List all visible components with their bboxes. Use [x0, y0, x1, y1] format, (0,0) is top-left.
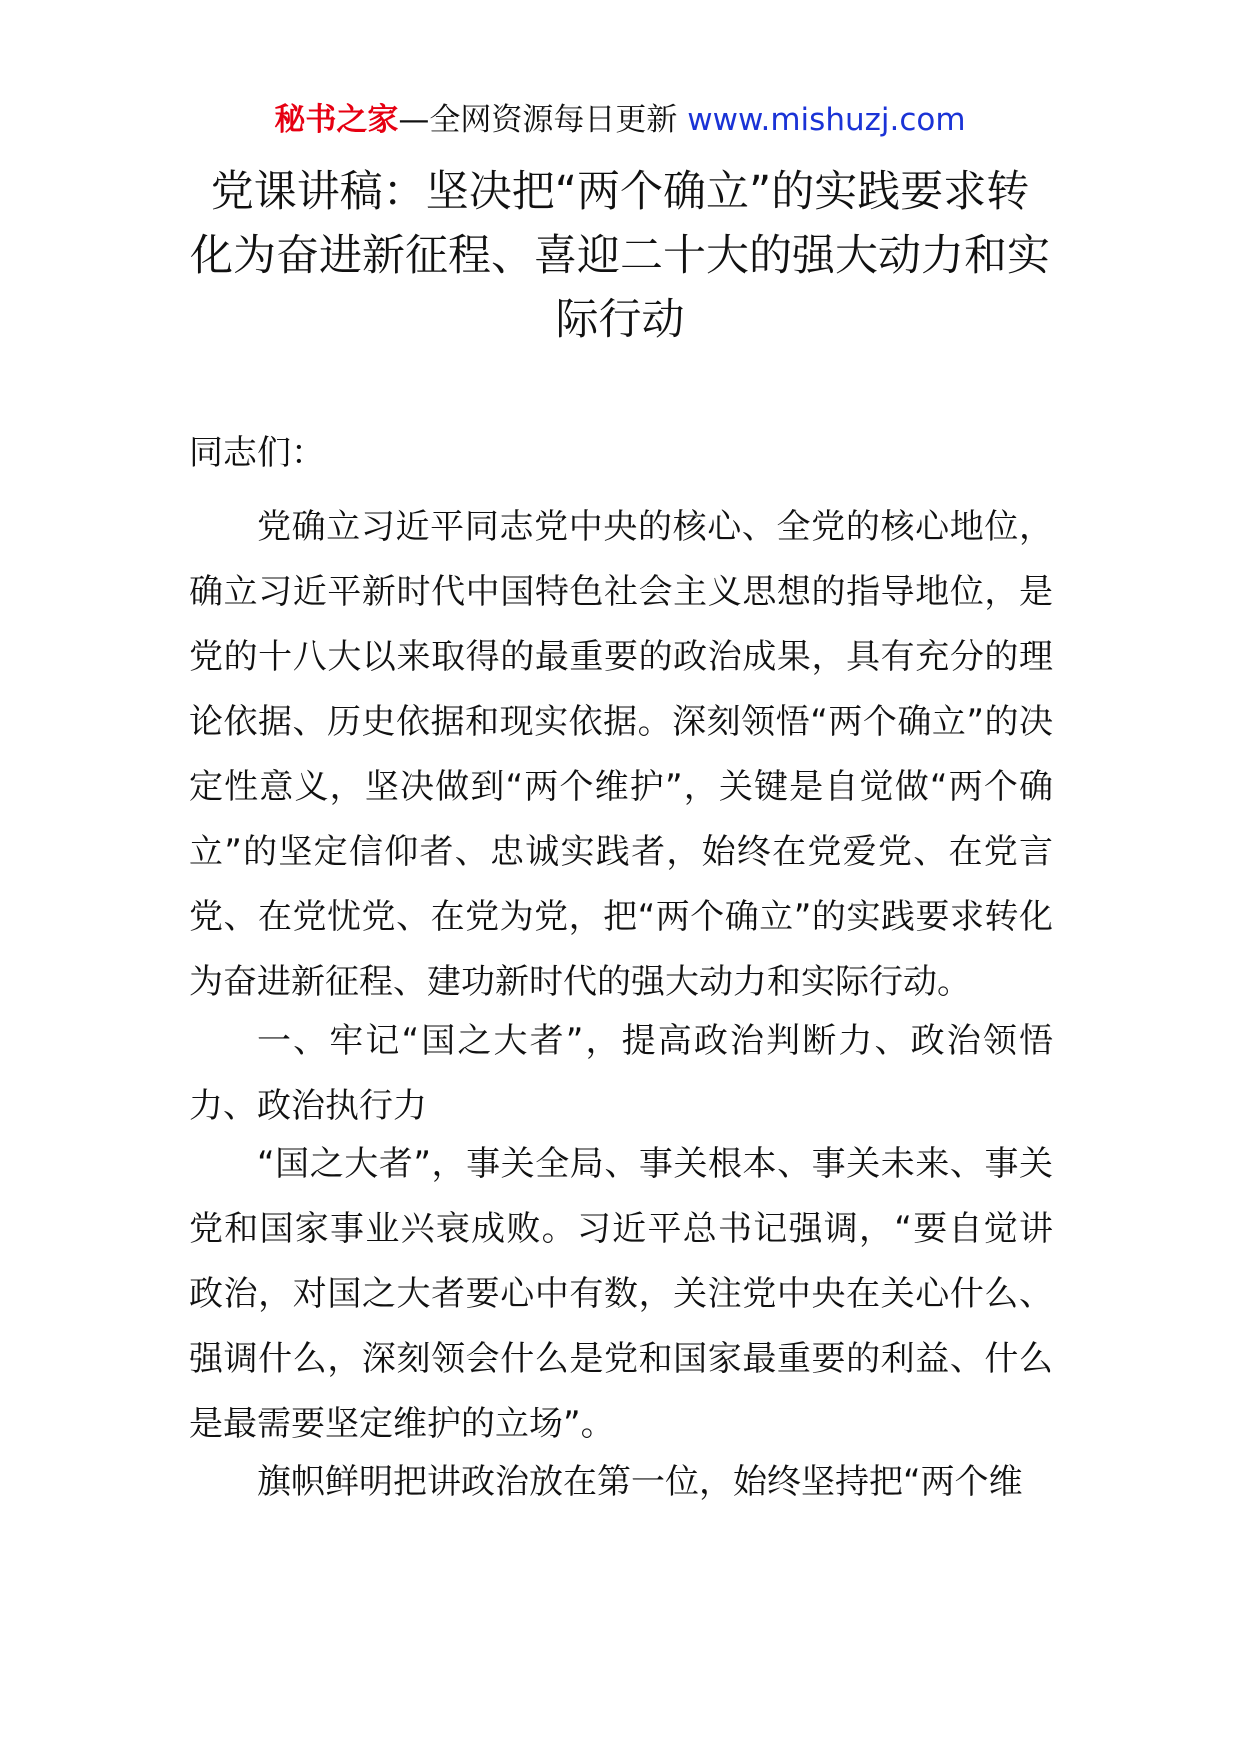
section-heading-1: 一、牢记“国之大者”，提高政治判断力、政治领悟力、政治执行力: [189, 1021, 1053, 1126]
document-title: 党课讲稿：坚决把“两个确立”的实践要求转化为奋进新征程、喜迎二十大的强大动力和实际行动: [190, 167, 1050, 345]
site-url-link[interactable]: www.mishuzj.com: [687, 102, 966, 138]
document-body: [189, 421, 1053, 1515]
salutation: 同志们：: [189, 433, 325, 473]
site-banner: [0, 100, 1240, 140]
brand-name: 秘书之家: [274, 102, 399, 138]
body-paragraph: “国之大者”，事关全局、事关根本、事关未来、事关党和国家事业兴衰成败。习近平总书记强调，“要自觉讲政治，对国之大者要心中有数，关注党中央在关心什么、强调什么，深刻领会什么是党和国家最重要的利益、什么是最需要坚定维护的立场”。: [189, 1144, 1053, 1444]
banner-tagline: —全网资源每日更新: [398, 102, 688, 138]
body-paragraph: 旗帜鲜明把讲政治放在第一位，始终坚持把“两个维: [257, 1462, 1023, 1502]
intro-paragraph: 党确立习近平同志党中央的核心、全党的核心地位，确立习近平新时代中国特色社会主义思想的指导地位，是党的十八大以来取得的最重要的政治成果，具有充分的理论依据、历史依据和现实依据。深刻领悟“两个确立”的决定性意义，坚决做到“两个维护”，关键是自觉做“两个确立”的坚定信仰者、忠诚实践者，始终在党爱党、在党言党、在党忧党、在党为党，把“两个确立”的实践要求转化为奋进新征程、建功新时代的强大动力和实际行动。: [189, 507, 1053, 1002]
